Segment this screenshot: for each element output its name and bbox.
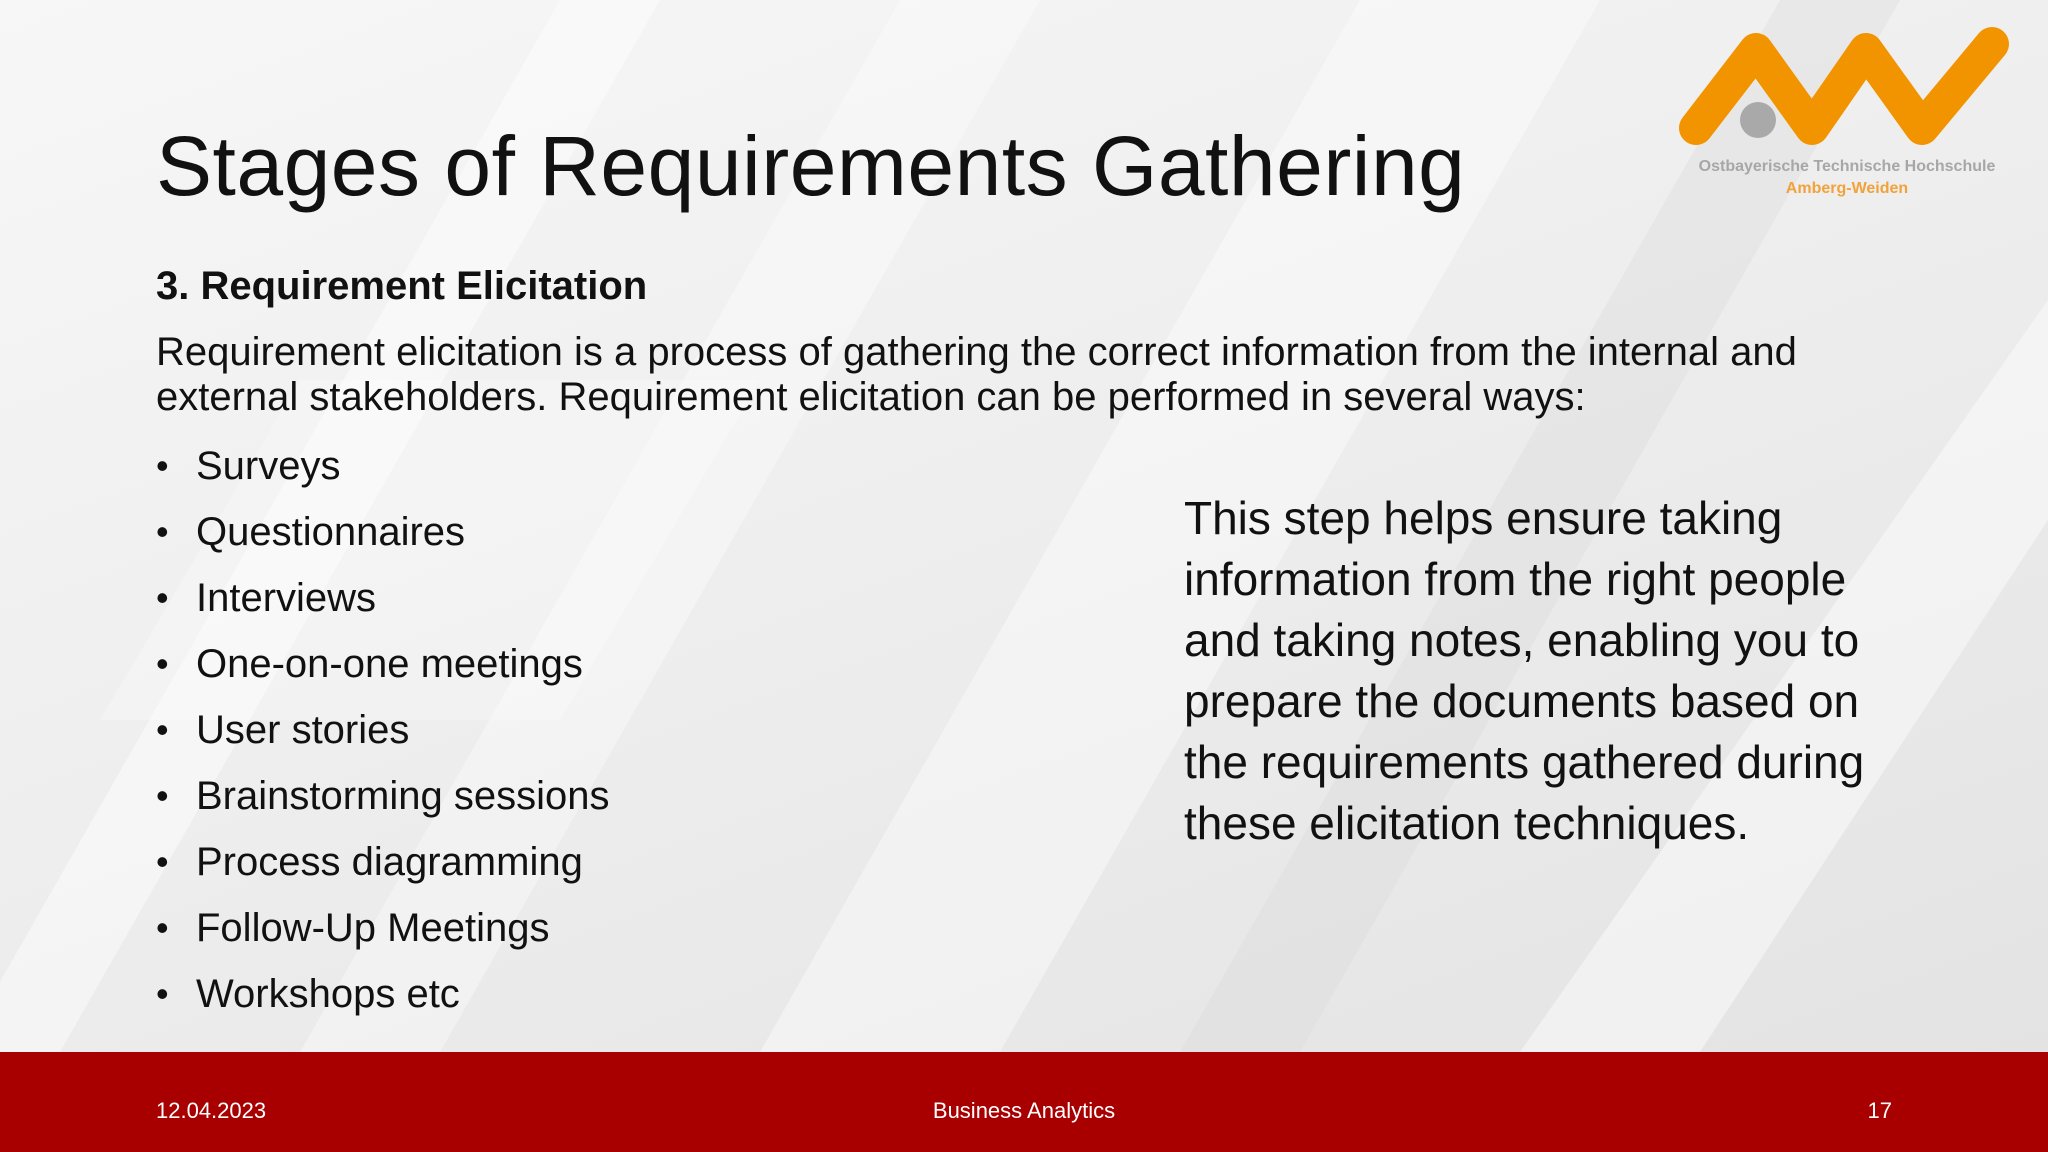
footer-course-title: Business Analytics [932,1098,1116,1123]
intro-paragraph: Requirement elicitation is a process of gathering the correct information from the internal and external stakeholders. Requirement elicitation can be performed in several ways: [156,330,1797,419]
list-item [156,770,610,836]
list-item [156,572,610,638]
bullet-icon: • [156,445,169,486]
bullet-icon: • [156,841,169,882]
bullet-icon: • [156,907,169,948]
list-item [156,638,610,704]
university-logo [1672,20,2022,210]
section-heading: 3. Requirement Elicitation [156,264,648,308]
list-item [156,836,610,902]
list-item-label: Brainstorming sessions [196,774,610,818]
list-item [156,902,610,968]
footer-date: 12.04.2023 [156,1098,267,1123]
side-note-text: This step helps ensure taking information from the right people and taking notes, enabling you to prepare the documents based on the requirements gathered during these elicitation techniques. [1184,492,1865,849]
list-item [156,704,610,770]
list-item-label: Questionnaires [196,510,466,554]
list-item [156,440,610,506]
list-item-label: Interviews [196,576,377,620]
bullet-icon: • [156,577,169,618]
logo-institution-name: Ostbayerische Technische Hochschule [1698,158,1996,175]
list-item [156,968,610,1034]
list-item-label: Workshops etc [196,972,460,1016]
elicitation-methods-list [156,440,610,1034]
logo-graphic [1672,20,2022,160]
list-item-label: Process diagramming [196,840,583,884]
logo-location-name: Amberg-Weiden [1785,180,1909,197]
bullet-icon: • [156,973,169,1014]
slide-footer [0,1052,2048,1152]
list-item-label: User stories [196,708,410,752]
footer-page-number: 17 [1867,1098,1892,1123]
bullet-icon: • [156,511,169,552]
list-item-label: Follow-Up Meetings [196,906,550,950]
list-item-label: Surveys [196,444,341,488]
list-item-label: One-on-one meetings [196,642,583,686]
slide-title: Stages of Requirements Gathering [156,119,1466,213]
bullet-icon: • [156,775,169,816]
list-item [156,506,610,572]
bullet-icon: • [156,643,169,684]
bullet-icon: • [156,709,169,750]
